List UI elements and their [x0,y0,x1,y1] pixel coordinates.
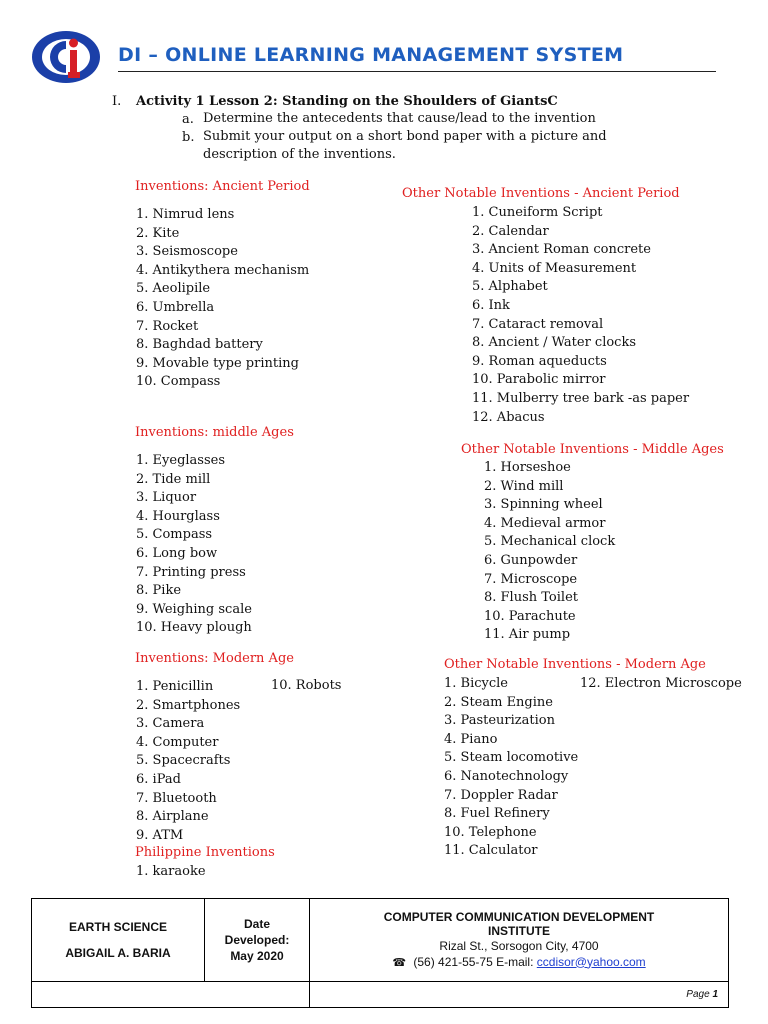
list-item: 7. Cataract removal [472,316,604,332]
list-item: 9. ATM [136,827,184,843]
list-item: 8. Pike [136,583,182,599]
ancient-heading: Inventions: Ancient Period [135,179,310,194]
list-item: 8. Ancient / Water clocks [472,335,637,351]
list-item: 10. Parabolic mirror [472,372,606,388]
list-item: 4. Piano [444,731,498,747]
page-label: Page [686,989,710,1000]
list-item: 3. Ancient Roman concrete [472,242,651,258]
list-item: 2. Wind mill [484,478,564,494]
list-item: 12. Abacus [472,409,545,425]
list-item: 5. Steam locomotive [444,750,579,766]
list-item: 4. Units of Measurement [472,260,637,276]
list-item: 12. Electron Microscope [580,676,742,691]
list-item: 9. Movable type printing [136,355,299,371]
ancient-list [136,206,309,392]
other-ancient-list [472,204,689,427]
activity-title: Activity 1 Lesson 2: Standing on the Shoulders of GiantsC [136,94,558,109]
date-label: Date [243,917,270,931]
list-item: 7. Microscope [484,571,578,587]
email-link[interactable]: ccdisor@yahoo.com [536,954,646,969]
page-number: 1 [712,989,718,1000]
list-item: 1. Cuneiform Script [472,205,603,220]
section-number: I. [112,94,122,109]
list-item: 6. Umbrella [136,299,215,315]
list-item: 2. Smartphones [136,697,241,713]
list-item: 7. Doppler Radar [444,787,558,803]
page-title: DI – ONLINE LEARNING MANAGEMENT SYSTEM [118,44,624,66]
other-ancient-heading: Other Notable Inventions - Ancient Period [402,186,680,201]
instruction-letter: b. [182,130,195,145]
phone-number: (56) 421-55-75 E-mail: [413,954,534,969]
list-item: 2. Tide mill [136,471,211,487]
list-item: 6. Nanotechnology [444,768,569,784]
list-item: 2. Kite [136,225,180,241]
date-label: Developed: [224,933,290,947]
list-item: 5. Aeolipile [136,281,211,297]
date-cell [205,899,310,982]
page-cell [310,982,729,1008]
list-item: 1. Eyeglasses [136,453,226,468]
author-name: ABIGAIL A. BARIA [65,946,171,960]
other-middle-heading: Other Notable Inventions - Middle Ages [461,442,724,457]
list-item: 10. Parachute [484,608,576,624]
list-item: 2. Calendar [472,223,549,239]
philippine-heading: Philippine Inventions [135,845,275,860]
instruction-letter: a. [182,112,194,127]
list-item: 3. Camera [136,716,205,732]
list-item: 9. Weighing scale [136,601,252,617]
other-middle-list [484,459,615,645]
list-item: 10. Telephone [444,824,537,840]
list-item: 10. Heavy plough [136,620,252,636]
footer-table [31,898,729,1008]
list-item: 7. Printing press [136,564,246,580]
list-item: 8. Airplane [136,809,209,825]
contact-line [310,954,728,971]
list-item: 8. Baghdad battery [136,337,263,353]
middle-list [136,452,252,638]
list-item: 5. Mechanical clock [484,534,616,550]
list-item: 5. Spacecrafts [136,753,231,769]
blank-cell [32,982,310,1008]
list-item: 2. Steam Engine [444,694,553,710]
list-item: 7. Rocket [136,318,199,334]
list-item: 1. Penicillin [136,679,214,694]
list-item: 4. Antikythera mechanism [136,262,310,278]
list-item: 11. Calculator [444,843,538,859]
modern-heading: Inventions: Modern Age [135,651,294,666]
list-item: 6. Ink [472,297,510,313]
list-item: 4. Medieval armor [484,515,606,531]
date-value: May 2020 [230,949,284,963]
institute-name: INSTITUTE [488,923,550,938]
institute-name: COMPUTER COMMUNICATION DEVELOPMENT [383,909,655,924]
list-item: 1. Horseshoe [484,460,571,475]
list-item: 6. iPad [136,771,181,787]
cdi-logo [30,28,106,86]
list-item: 3. Pasteurization [444,713,555,729]
list-item: 4. Hourglass [136,508,220,524]
middle-heading: Inventions: middle Ages [135,425,294,440]
list-item: 8. Fuel Refinery [444,806,550,822]
modern-list [136,678,240,845]
institute-address: Rizal St., Sorsogon City, 4700 [439,938,599,953]
phone-icon: ☎ [392,956,407,969]
list-item: 5. Alphabet [472,279,548,295]
list-item: 10. Robots [271,678,342,693]
list-item: 1. karaoke [136,864,206,879]
list-item: 11. Air pump [484,627,571,643]
other-modern-heading: Other Notable Inventions - Modern Age [444,657,706,672]
instruction-text: Determine the antecedents that cause/lead to the invention [203,111,596,126]
list-item: 4. Computer [136,734,219,750]
list-item: 8. Flush Toilet [484,590,578,606]
list-item: 10. Compass [136,374,221,390]
instruction-text: Submit your output on a short bond paper with a picture and description of the inventions. [203,129,607,162]
subject-label: EARTH SCIENCE [68,920,167,934]
header-divider [118,71,716,72]
list-item: 11. Mulberry tree bark -as paper [472,390,690,406]
subject-cell [32,899,205,982]
list-item: 7. Bluetooth [136,790,217,806]
institute-cell [310,899,729,982]
list-item: 5. Compass [136,527,213,543]
list-item: 9. Roman aqueducts [472,353,607,369]
list-item: 6. Gunpowder [484,552,578,568]
list-item: 3. Seismoscope [136,244,238,260]
list-item: 1. Nimrud lens [136,207,235,222]
other-modern-list [444,675,578,861]
list-item: 3. Spinning wheel [484,497,603,513]
philippine-list [136,863,206,882]
list-item: 3. Liquor [136,490,197,506]
list-item: 1. Bicycle [444,676,509,691]
list-item: 6. Long bow [136,545,218,561]
